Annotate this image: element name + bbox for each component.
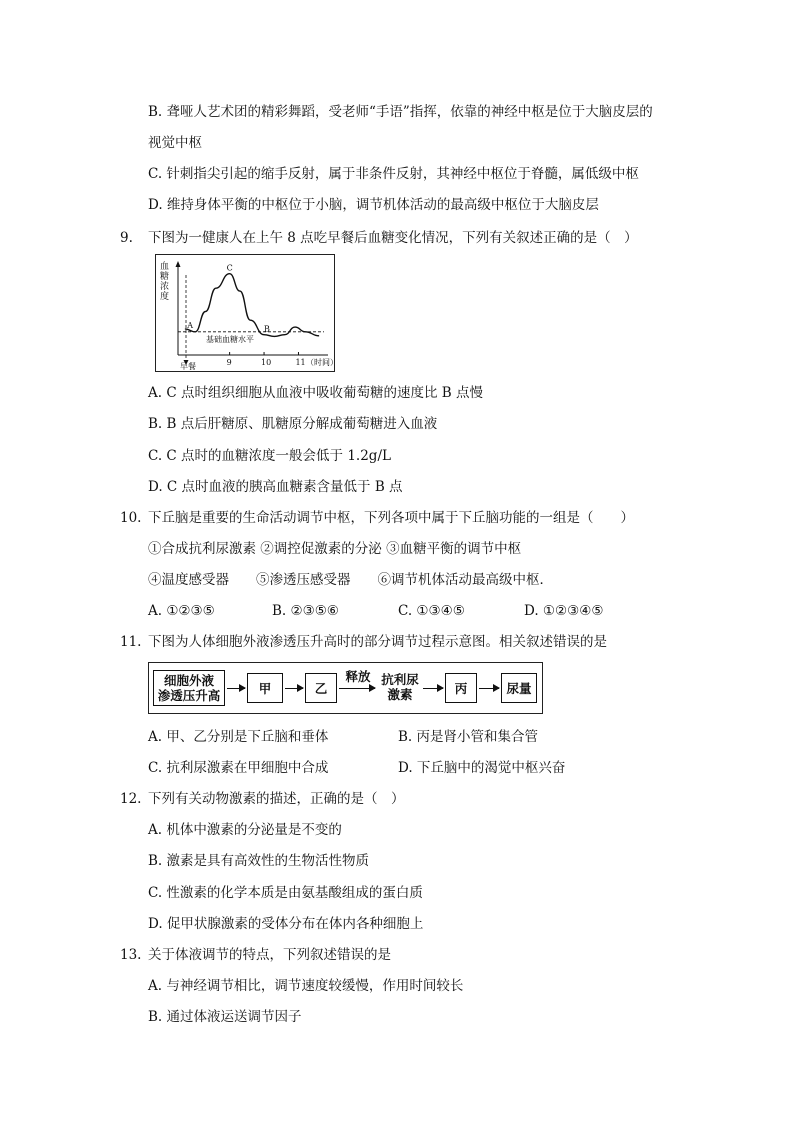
- question-9-option-c: C. C 点时的血糖浓度一般会低于 1.2g/L: [148, 448, 391, 464]
- question-12-stem: 下列有关动物激素的描述，正确的是（ ）: [148, 791, 405, 807]
- question-9-option-b: B. B 点后肝糖原、肌糖原分解成葡萄糖进入血液: [148, 416, 438, 432]
- flow-box-jia: 甲: [247, 673, 283, 703]
- question-number-9: 9.: [120, 230, 133, 246]
- flow-box-urine: 尿量: [501, 673, 537, 703]
- question-9-option-a: A. C 点时组织细胞从血液中吸收葡萄糖的速度比 B 点慢: [148, 385, 483, 401]
- flow-box-yi: 乙: [305, 673, 337, 703]
- question-10-stem: 下丘脑是重要的生命活动调节中枢，下列各项中属于下丘脑功能的一组是（ ）: [148, 510, 634, 526]
- question-11-option-c: C. 抗利尿激素在甲细胞中合成: [148, 760, 329, 776]
- flow-start-box: [153, 670, 225, 706]
- flow-release-label: 释放: [345, 669, 371, 684]
- flow-arrow-5: [479, 688, 499, 689]
- question-12-option-b: B. 激素是具有高效性的生物活性物质: [148, 853, 370, 869]
- x-tick-label: 9: [226, 358, 232, 367]
- question-10-option-b: B. ②③⑤⑥: [272, 603, 339, 619]
- question-12-option-c: C. 性激素的化学本质是由氨基酸组成的蛋白质: [148, 885, 423, 901]
- y-axis-arrow: [176, 261, 181, 267]
- flow-arrow-1: [227, 688, 245, 689]
- option-c: C. 针刺指尖引起的缩手反射，属于非条件反射，其神经中枢位于脊髓，属低级中枢: [148, 166, 639, 182]
- y-axis-label-char: 糖: [160, 272, 170, 282]
- point-label-a: A: [187, 320, 193, 330]
- breakfast-label: 早餐: [180, 362, 196, 371]
- question-11-stem: 下图为人体细胞外液渗透压升高时的部分调节过程示意图。相关叙述错误的是: [148, 634, 607, 650]
- question-number-13: 13.: [120, 947, 142, 963]
- question-10-option-c: C. ①③④⑤: [398, 603, 465, 619]
- flow-start-line1: 细胞外液: [163, 673, 214, 688]
- question-number-10: 10.: [120, 510, 142, 526]
- osmotic-regulation-flowchart: [148, 662, 543, 714]
- question-number-12: 12.: [120, 791, 142, 807]
- question-10-option-d: D. ①②③④⑤: [524, 603, 604, 619]
- question-13-stem: 关于体液调节的特点，下列叙述错误的是: [148, 947, 391, 963]
- flow-adh-line1: 抗利尿: [381, 672, 419, 687]
- question-11-option-d: D. 下丘脑中的渴觉中枢兴奋: [398, 760, 566, 776]
- y-axis-label-char: 血: [160, 262, 170, 272]
- glucose-curve: [185, 274, 319, 337]
- question-number-11: 11.: [120, 634, 142, 650]
- option-b-line2: 视觉中枢: [148, 135, 202, 151]
- question-12-option-d: D. 促甲状腺激素的受体分布在体内各种细胞上: [148, 916, 424, 932]
- flow-start-line2: 渗透压升高: [157, 688, 221, 703]
- x-tick-label: 10: [261, 358, 272, 367]
- x-axis-label: （时间）: [306, 358, 338, 367]
- y-axis-label-char: 度: [160, 292, 170, 302]
- question-9-option-d: D. C 点时血液的胰高血糖素含量低于 B 点: [148, 479, 403, 495]
- flow-arrow-2: [285, 688, 303, 689]
- y-axis-label-char: 浓: [160, 282, 170, 292]
- question-13-option-b: B. 通过体液运送调节因子: [148, 1009, 302, 1025]
- baseline-label: 基础血糖水平: [206, 334, 254, 344]
- question-10-items-line1: ①合成抗利尿激素 ②调控促激素的分泌 ③血糖平衡的调节中枢: [148, 541, 522, 557]
- option-d: D. 维持身体平衡的中枢位于小脑，调节机体活动的最高级中枢位于大脑皮层: [148, 197, 599, 213]
- flow-arrow-3: [339, 688, 375, 689]
- question-13-option-a: A. 与神经调节相比，调节速度较缓慢，作用时间较长: [148, 978, 464, 994]
- y-axis-label: [160, 261, 169, 302]
- x-tick-label: 11: [295, 358, 306, 367]
- flow-box-bing: 丙: [445, 673, 477, 703]
- blood-glucose-chart-svg: [156, 255, 338, 371]
- flow-arrow-4: [423, 688, 443, 689]
- flow-adh-line2: 激素: [387, 687, 413, 702]
- point-label-c: C: [226, 263, 233, 273]
- question-10-option-a: A. ①②③⑤: [148, 603, 215, 619]
- blood-glucose-chart: [155, 254, 338, 372]
- point-label-b: B: [264, 324, 270, 334]
- question-11-option-b: B. 丙是肾小管和集合管: [398, 729, 539, 745]
- question-9-stem: 下图为一健康人在上午 8 点吃早餐后血糖变化情况，下列有关叙述正确的是（ ）: [148, 230, 638, 246]
- question-11-option-a: A. 甲、乙分别是下丘脑和垂体: [148, 729, 329, 745]
- question-10-items-line2: ④温度感受器 ⑤渗透压感受器 ⑥调节机体活动最高级中枢．: [148, 572, 553, 588]
- question-12-option-a: A. 机体中激素的分泌量是不变的: [148, 822, 342, 838]
- flow-adh-label: [377, 672, 423, 702]
- option-b-line1: B. 聋哑人艺术团的精彩舞蹈，受老师“手语”指挥，依靠的神经中枢是位于大脑皮层的: [148, 104, 653, 120]
